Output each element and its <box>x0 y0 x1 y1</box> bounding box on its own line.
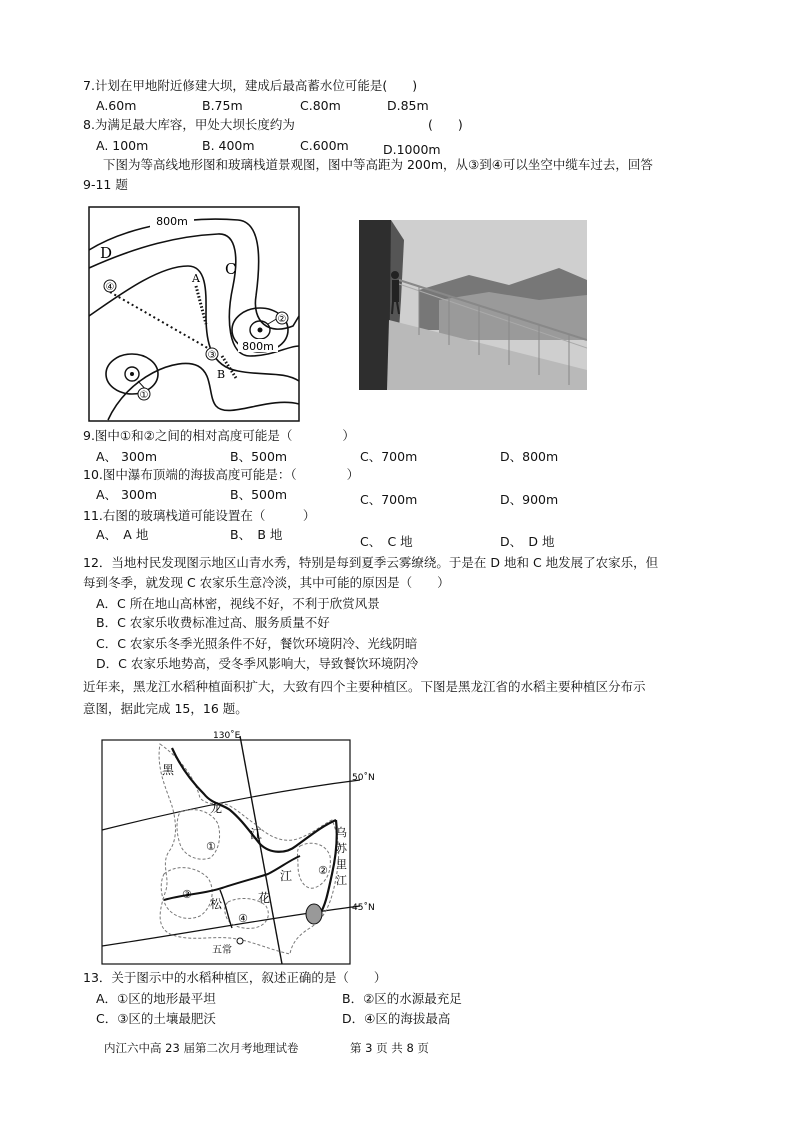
q8-option-d: D.1000m <box>383 142 441 157</box>
q12-option-c: C．C 农家乐冬季光照条件不好，餐饮环境阴冷、光线阴暗 <box>96 636 418 651</box>
q10-option-c: C、700m <box>360 492 418 507</box>
q7-option-b: B.75m <box>202 98 243 113</box>
q7-option-d: D.85m <box>387 98 429 113</box>
contour-label-d: D <box>100 244 113 262</box>
q8-option-b: B. 400m <box>202 138 255 153</box>
q10-option-d: D、900m <box>500 492 559 507</box>
q11-option-b: B、 B 地 <box>230 527 283 542</box>
q10-option-a: A、 300m <box>96 487 158 502</box>
hlj-label-130e: 130˚E <box>213 731 241 741</box>
contour-label-2: ② <box>277 314 287 325</box>
glass-walkway-illustration <box>359 220 587 390</box>
q8-option-a: A. 100m <box>96 138 149 153</box>
q9-option-d: D、800m <box>500 449 559 464</box>
hlj-label-hei: 黑 <box>162 763 175 777</box>
q11-option-c: C、 C 地 <box>360 534 413 549</box>
hlj-label-jiang: 江 <box>250 827 263 841</box>
contour-map <box>88 206 300 422</box>
hlj-label-hua: 花 <box>258 891 271 905</box>
hlj-zone-4: ④ <box>238 912 248 925</box>
hlj-label-wuchang: 五常 <box>212 945 232 956</box>
q8-stem: 8.为满足最大库容，甲处大坝长度约为 <box>83 117 295 132</box>
hlj-label-50n: 50˚N <box>352 773 375 783</box>
intro-9-11-line1: 下图为等高线地形图和玻璃栈道景观图，图中等高距为 200m，从③到④可以坐空中缆车过去，回答 <box>103 157 653 172</box>
footer-page-number: 第 3 页 共 8 页 <box>350 1041 429 1055</box>
hlj-label-jiang2: 江 <box>280 869 293 883</box>
q11-option-d: D、 D 地 <box>500 534 555 549</box>
contour-label-b: B <box>217 368 226 381</box>
hlj-zone-1: ① <box>206 840 216 853</box>
intro-15-16-line1: 近年来，黑龙江水稻种植面积扩大，大致有四个主要种植区。下图是黑龙江省的水稻主要种植区分布示 <box>83 679 646 694</box>
q8-paren: ( ) <box>428 117 463 132</box>
q11-stem: 11.右图的玻璃栈道可能设置在（ ） <box>83 508 316 523</box>
hlj-label-45n: 45˚N <box>352 903 375 913</box>
contour-label-4: ④ <box>105 282 115 293</box>
hlj-zone-3: ③ <box>182 888 192 901</box>
q13-option-d: D．④区的海拔最高 <box>342 1011 451 1026</box>
q10-option-b: B、500m <box>230 487 288 502</box>
contour-label-800-top: 800m <box>156 215 188 228</box>
hlj-label-wu: 乌 <box>336 826 347 839</box>
hlj-label-su: 苏 <box>336 842 347 855</box>
q9-option-c: C、700m <box>360 449 418 464</box>
q10-stem: 10.图中瀑布顶端的海拔高度可能是：（ ） <box>83 467 360 482</box>
q13-option-b: B．②区的水源最充足 <box>342 991 462 1006</box>
q12-stem-line1: 12．当地村民发现图示地区山青水秀，特别是每到夏季云雾缭绕。于是在 D 地和 C 地发展了农家乐，但 <box>83 555 659 570</box>
q7-option-a: A.60m <box>96 98 137 113</box>
q9-option-b: B、500m <box>230 449 288 464</box>
hlj-label-song: 松 <box>210 897 223 911</box>
q13-stem: 13．关于图示中的水稻种植区，叙述正确的是（ ） <box>83 970 387 985</box>
glass-walkway-photo <box>359 220 587 390</box>
q13-option-c: C．③区的土壤最肥沃 <box>96 1011 216 1026</box>
intro-9-11-line2: 9-11 题 <box>83 177 128 192</box>
q12-option-d: D．C 农家乐地势高，受冬季风影响大，导致餐饮环境阴冷 <box>96 656 419 671</box>
q13-option-a: A．①区的地形最平坦 <box>96 991 216 1006</box>
contour-label-c: C <box>225 260 237 278</box>
q11-option-a: A、 A 地 <box>96 527 149 542</box>
q12-option-b: B．C 农家乐收费标准过高、服务质量不好 <box>96 615 330 630</box>
q7-stem: 7.计划在甲地附近修建大坝，建成后最高蓄水位可能是( ) <box>83 78 418 93</box>
q9-stem: 9.图中①和②之间的相对高度可能是（ ） <box>83 428 355 443</box>
contour-label-1: ① <box>139 390 149 401</box>
intro-15-16-line2: 意图，据此完成 15，16 题。 <box>83 701 248 716</box>
q12-option-a: A．C 所在地山高林密，视线不好，不利于欣赏风景 <box>96 596 380 611</box>
q9-option-a: A、 300m <box>96 449 158 464</box>
hlj-label-li: 里 <box>336 858 347 871</box>
q8-option-c: C.600m <box>300 138 349 153</box>
q12-stem-line2: 每到冬季，就发现 C 农家乐生意冷淡，其中可能的原因是（ ） <box>83 575 450 590</box>
footer-title: 内江六中高 23 届第二次月考地理试卷 <box>104 1041 299 1055</box>
contour-label-3: ③ <box>207 350 217 361</box>
contour-label-a: A <box>192 272 200 285</box>
hlj-label-jiang3: 江 <box>336 874 347 887</box>
hlj-label-long: 龙 <box>210 801 223 815</box>
q7-option-c: C.80m <box>300 98 341 113</box>
heilongjiang-rice-map <box>100 728 380 966</box>
contour-label-800-right: 800m <box>242 340 274 353</box>
hlj-zone-2: ② <box>318 864 328 877</box>
